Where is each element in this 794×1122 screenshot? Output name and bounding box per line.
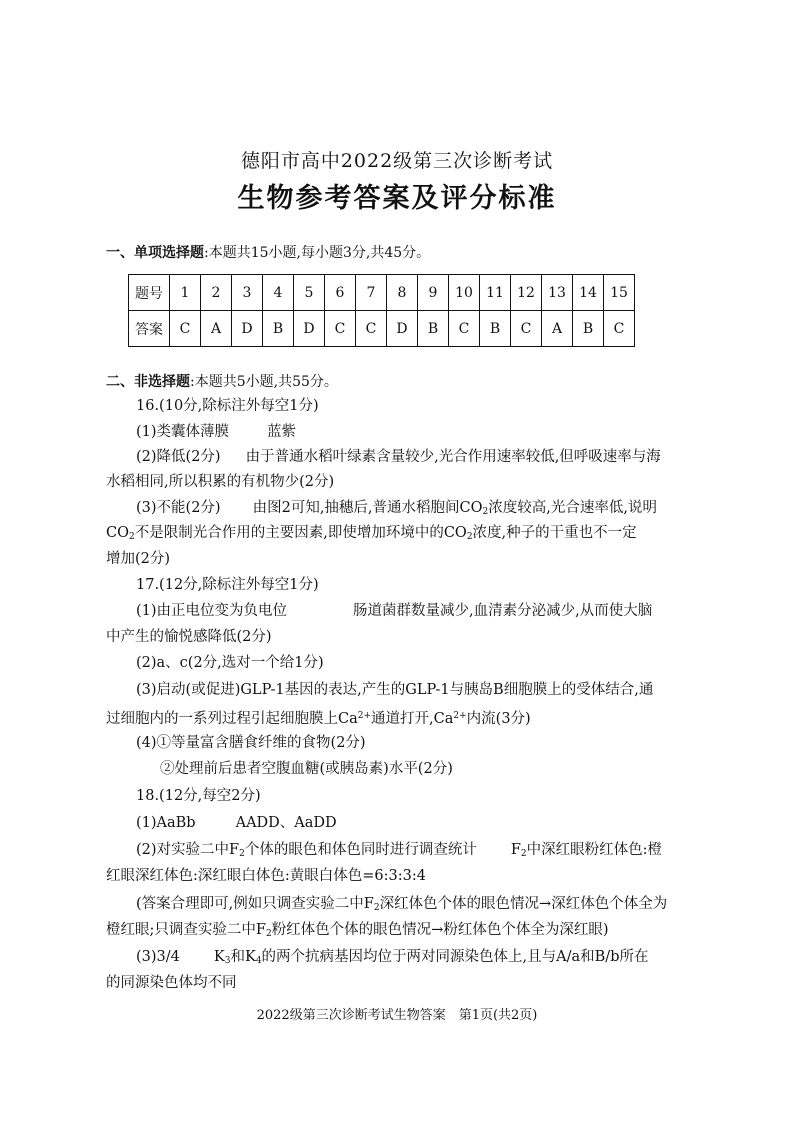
q18-answer-2-line-4 (106, 920, 609, 944)
answer-cell: C (170, 311, 201, 347)
q16-answer-3-text: 由图2可知,抽穗后,普通水稻胞间CO (252, 500, 483, 516)
q18-answer-2-note: 粉红体色个体的眼色情况→粉红体色个体全为深红眼) (271, 922, 609, 938)
q17-answer-3-line-2 (106, 706, 531, 729)
question-number: 13 (542, 275, 573, 311)
page-footer: 2022级第三次诊断考试生物答案 第1页(共2页) (256, 1008, 538, 1023)
question-number: 7 (356, 275, 387, 311)
q16-answer-3-line-1 (136, 498, 657, 522)
q17-heading: 17.(12分,除标注外每空1分) (136, 577, 319, 593)
answer-cell: D (294, 311, 325, 347)
section-1-label: 一、单项选择题 (106, 245, 204, 261)
section-2-label: 二、非选择题 (106, 374, 190, 390)
subscript: 2 (128, 532, 135, 542)
section-2-description: :本题共5小题,共55分。 (190, 374, 338, 390)
answer-cell: B (480, 311, 511, 347)
q16-answer-3-text: 浓度较高,光合速率低,说明 (488, 500, 657, 516)
q18-answer-2-text: 中深红眼粉红体色:橙 (526, 842, 663, 858)
answer-cell: A (542, 311, 573, 347)
section-1-heading (106, 242, 430, 262)
section-1-description: :本题共15小题,每小题3分,共45分。 (204, 245, 431, 261)
answer-cell: B (418, 311, 449, 347)
subscript: 2 (482, 507, 489, 517)
q18-answer-3-part-1: (3)3/4 (136, 949, 180, 965)
q18-answer-2-note: 橙红眼;只调查实验二中F (106, 922, 266, 938)
question-number: 2 (201, 275, 232, 311)
superscript: 2+ (357, 711, 372, 721)
question-number: 4 (263, 275, 294, 311)
q16-answer-3-text: CO (106, 525, 129, 541)
subscript: 3 (224, 956, 231, 966)
q16-answer-2-line-2: 水稻相同,所以积累的有机物少(2分) (106, 474, 335, 490)
q18-answer-3-text: 的两个抗病基因均位于两对同源染色体上,且与A/a和B/b所在 (261, 949, 649, 965)
section-2-heading (106, 371, 338, 391)
q16-answer-2-part-1: (2)降低(2分) (136, 449, 221, 465)
q18-answer-3-text: 和K (230, 949, 256, 965)
superscript: 2+ (453, 711, 467, 721)
q16-answer-1-part-2: 蓝紫 (267, 424, 297, 440)
q17-answer-1-part-1: (1)由正电位变为负电位 (136, 603, 288, 619)
subscript: 4 (255, 956, 262, 966)
q16-answer-1-part-1: (1)类囊体薄膜 (136, 424, 230, 440)
q18-answer-2-line-1 (136, 840, 662, 864)
q16-answer-3-text: 不是限制光合作用的主要因素,即使增加环境中的CO (134, 525, 467, 541)
answer-cell: C (356, 311, 387, 347)
answer-row-label: 答案 (129, 311, 170, 347)
answer-cell: D (232, 311, 263, 347)
q16-answer-3-line-2 (106, 523, 637, 547)
answer-table (128, 274, 635, 347)
subscript: 2 (239, 849, 245, 859)
q17-answer-3-text: 通道打开,Ca (371, 711, 454, 727)
q17-answer-4-line-1: (4)①等量富含膳食纤维的食物(2分) (136, 735, 366, 751)
question-number: 11 (480, 275, 511, 311)
q18-answer-2-text: F (510, 842, 521, 858)
answer-cell: C (325, 311, 356, 347)
question-row-label: 题号 (129, 275, 170, 311)
subscript: 2 (520, 849, 527, 859)
q17-answer-3-text: 内流(3分) (466, 711, 531, 727)
question-number: 9 (418, 275, 449, 311)
answer-cell: D (387, 311, 418, 347)
answer-row (129, 311, 635, 347)
q18-answer-3-text: K (213, 949, 225, 965)
answer-cell: B (573, 311, 604, 347)
question-number: 3 (232, 275, 263, 311)
q17-answer-1-line-1 (136, 601, 652, 621)
question-number: 14 (573, 275, 604, 311)
subscript: 2 (466, 532, 473, 542)
answer-cell: C (449, 311, 480, 347)
question-number: 10 (449, 275, 480, 311)
q18-answer-2-text: 个体的眼色和体色同时进行调查统计 (244, 842, 477, 858)
subscript: 2 (373, 903, 380, 913)
document-title: 生物参考答案及评分标准 (237, 183, 557, 214)
q16-answer-3-text: 浓度,种子的干重也不一定 (472, 525, 637, 541)
q16-answer-3-line-3: 增加(2分) (106, 551, 171, 567)
answer-cell: B (263, 311, 294, 347)
q16-heading: 16.(10分,除标注外每空1分) (136, 398, 319, 414)
q16-answer-1 (136, 422, 296, 442)
q18-answer-1-part-1: (1)AaBb (136, 815, 196, 831)
exam-title: 德阳市高中2022级第三次诊断考试 (240, 150, 554, 172)
question-number: 6 (325, 275, 356, 311)
q18-answer-2-note: 深红体色个体的眼色情况→深红体色个体全为 (379, 896, 668, 912)
q18-answer-3-line-2: 的同源染色体均不同 (106, 975, 237, 991)
q16-answer-2-line-1 (136, 447, 661, 467)
q16-answer-3-part-1: (3)不能(2分) (136, 500, 221, 516)
question-number-row (129, 275, 635, 311)
question-number: 8 (387, 275, 418, 311)
question-number: 1 (170, 275, 201, 311)
q18-answer-1-part-2: AADD、AaDD (235, 815, 337, 831)
q17-answer-3-text: 过细胞内的一系列过程引起细胞膜上Ca (106, 711, 358, 727)
q17-answer-1-part-2: 肠道菌群数量减少,血清素分泌减少,从而使大脑 (353, 603, 653, 619)
q17-answer-4-line-2: ②处理前后患者空腹血糖(或胰岛素)水平(2分) (160, 761, 453, 777)
q18-answer-3-line-1 (136, 947, 648, 971)
q18-heading: 18.(12分,每空2分) (136, 788, 261, 804)
q18-answer-2-line-2: 红眼深红体色:深红眼白体色:黄眼白体色=6:3:3:4 (106, 868, 426, 884)
answer-cell: A (201, 311, 232, 347)
subscript: 2 (265, 929, 272, 939)
q17-answer-3-line-1: (3)启动(或促进)GLP-1基因的表达,产生的GLP-1与胰岛B细胞膜上的受体结合,通 (136, 682, 654, 698)
q18-answer-1 (136, 813, 337, 833)
question-number: 5 (294, 275, 325, 311)
question-number: 15 (604, 275, 635, 311)
answer-cell: C (511, 311, 542, 347)
q18-answer-2-line-3 (136, 894, 667, 918)
answer-cell: C (604, 311, 635, 347)
q18-answer-2-text: (2)对实验二中F (136, 842, 240, 858)
q18-answer-2-note: (答案合理即可,例如只调查实验二中F (136, 896, 374, 912)
q16-answer-2-part-2: 由于普通水稻叶绿素含量较少,光合作用速率较低,但呼吸速率与海 (245, 449, 661, 465)
q17-answer-1-line-2: 中产生的愉悦感降低(2分) (106, 629, 272, 645)
q17-answer-2: (2)a、c(2分,选对一个给1分) (136, 655, 324, 671)
question-number: 12 (511, 275, 542, 311)
